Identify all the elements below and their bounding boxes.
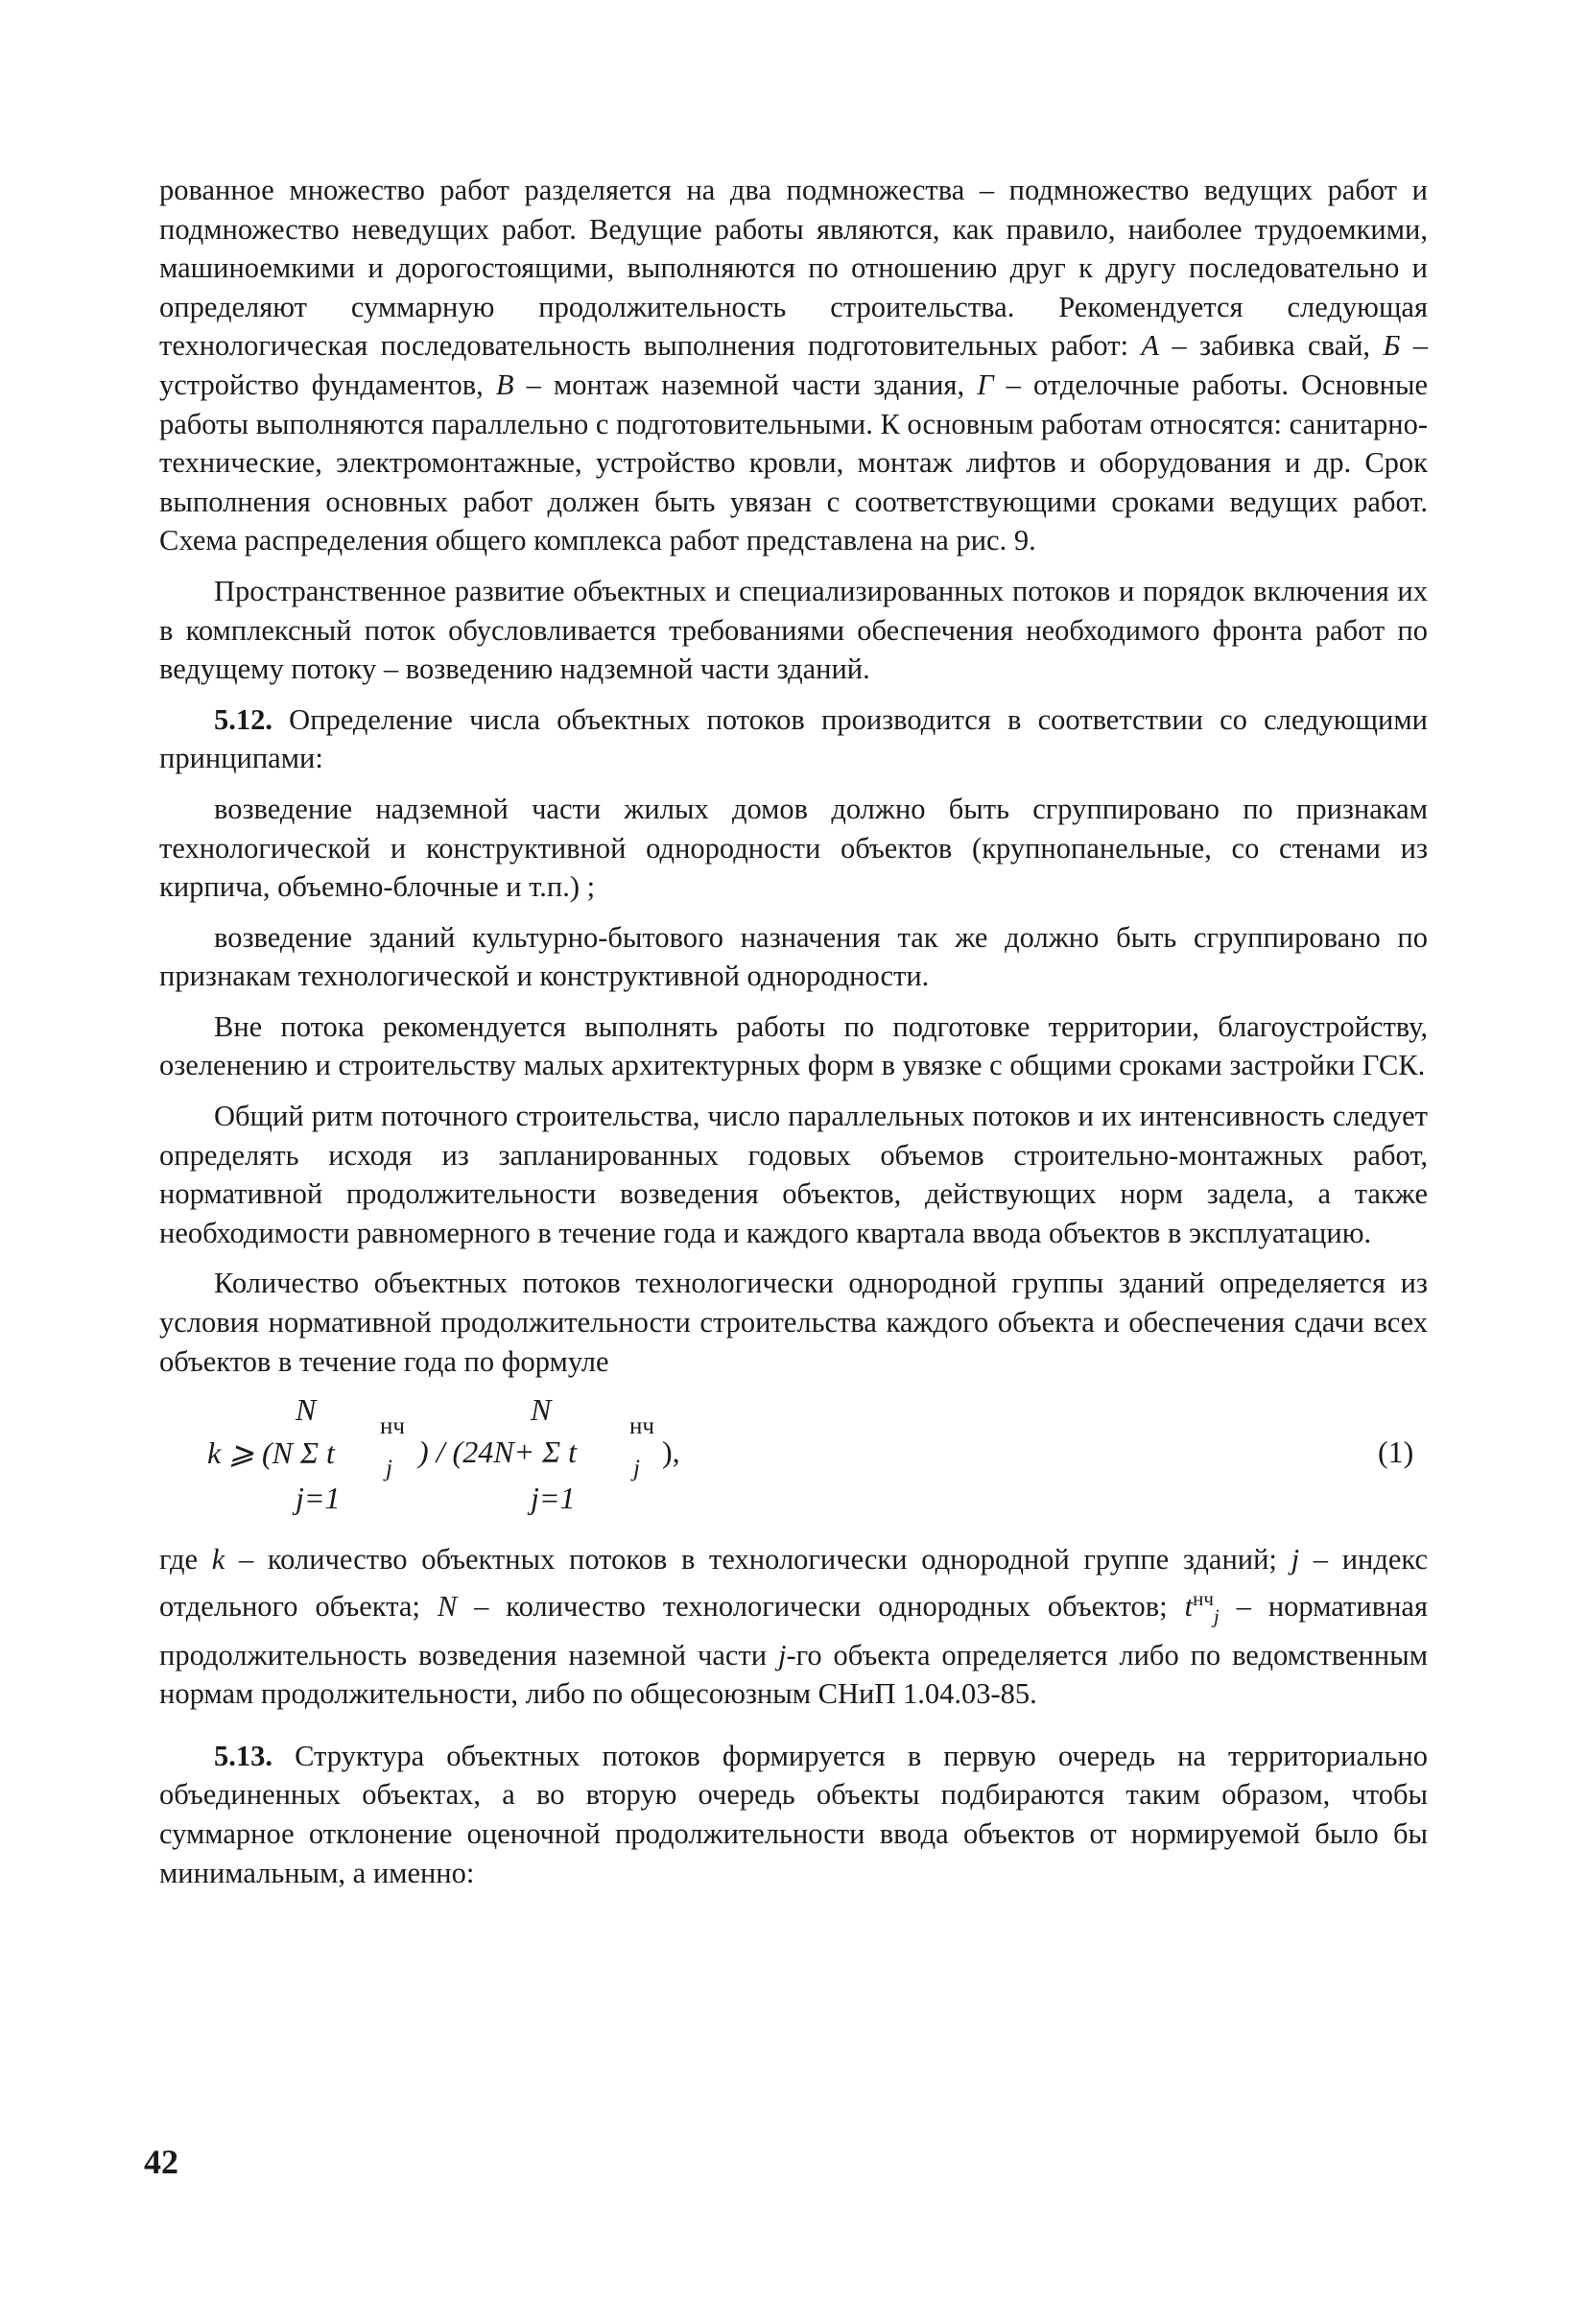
- var-n: N: [437, 1589, 458, 1623]
- paragraph-quantity: Количество объектных потоков технологически однородной группы зданий определяется из условия нормативной продолжительности строительства каждого объекта и обеспечения сдачи всех объектов в течение года по формуле: [159, 1267, 1428, 1378]
- formula-superscript: нч: [380, 1413, 405, 1440]
- formula-superscript: нч: [629, 1413, 654, 1440]
- var-t: t: [1184, 1589, 1194, 1623]
- where-text: – нормативная продолжительность возведения наземной части: [159, 1589, 1428, 1672]
- paragraph-outside-flow: Вне потока рекомендуется выполнять работы по подготовке территории, благоустройству, озеленению и строительству малых архитектурных форм в увязке с общими сроками застройки ГСК.: [159, 1009, 1428, 1082]
- formula-1: [159, 1392, 1428, 1536]
- formula-lower-limit: j=1: [531, 1481, 576, 1516]
- where-text: – количество объектных потоков в технологически однородной группе зданий;: [225, 1543, 1291, 1577]
- formula-lower-limit: j=1: [296, 1481, 341, 1516]
- paragraph-text: – монтаж наземной части здания,: [513, 368, 978, 401]
- paragraph-text: – забивка свай,: [1159, 329, 1384, 363]
- paragraph-text: Структура объектных потоков формируется в первую очередь на территориально объединенных объектах, а во вторую очередь объекты подбираются таким образом, чтобы суммарное отклонение оценочной продолжительности ввода объектов от нормируемой было бы минимальным, а именно:: [159, 1739, 1428, 1889]
- section-number: 5.12.: [214, 702, 272, 736]
- paragraph-rhythm: Общий ритм поточного строительства, число параллельных потоков и их интенсивность следует определять исходя из запланированных годовых объемов строительно-монтажных работ, нормативной продолжительности возведения объектов, действующих норм задела, а также необходимости равномерного в течение года и каждого квартала ввода объектов в эксплуатацию.: [159, 1100, 1428, 1249]
- var-j: j: [1291, 1543, 1300, 1577]
- page-number: 42: [144, 2143, 178, 2181]
- paragraph-5-13: [159, 1737, 1428, 1892]
- letter-a: А: [1141, 329, 1160, 363]
- page-body: [159, 171, 1428, 1892]
- letter-b: Б: [1383, 329, 1401, 363]
- where-text: – индекс отдельного объекта;: [159, 1543, 1428, 1623]
- var-k: k: [211, 1543, 225, 1577]
- formula-upper-limit: N: [296, 1392, 317, 1428]
- paragraph-text: – отделочные работы. Основные работы выполняются параллельно с подготовительными. К основным работам относятся: санитарно-технические, электромонтажные, устройство кровли, монтаж лифтов и оборудования и др. Срок выполнения основных работ должен быть увязан с соответствующими сроками ведущих работ. Схема распределения общего комплекса работ представлена на рис. 9.: [159, 368, 1428, 557]
- paragraph-text: рованное множество работ разделяется на два подмножества – подмножество ведущих работ и подмножество неведущих работ. Ведущие работы являются, как правило, наиболее трудоемкими, машиноемкими и дорогостоящими, выполняются по отношению друг к другу последовательно и определяют суммарную продолжительность строительства. Рекомендуется следующая технологическая последовательность выполнения подготовительных работ:: [159, 174, 1428, 363]
- letter-v: В: [495, 368, 514, 401]
- letter-g: Г: [977, 368, 994, 401]
- where-text: где: [159, 1543, 212, 1577]
- section-number: 5.13.: [214, 1739, 272, 1772]
- var-t-subscript: j: [1213, 1604, 1220, 1628]
- paragraph-cultural: возведение зданий культурно-бытового назначения так же должно быть сгруппировано по признакам технологической и конструктивной однородности.: [159, 920, 1428, 993]
- where-text: -го объекта определяется либо по ведомственным нормам продолжительности, либо по общесоюзным СНиП 1.04.03-85.: [159, 1638, 1428, 1711]
- formula-main: k ⩾ (N Σ t: [207, 1435, 335, 1471]
- where-text: – количество технологически однородных объектов;: [457, 1589, 1185, 1623]
- formula-upper-limit: N: [531, 1392, 552, 1428]
- formula-subscript: j: [386, 1456, 392, 1482]
- paragraph-text: – устройство фундаментов,: [159, 329, 1428, 401]
- var-t-superscript: нч: [1193, 1586, 1214, 1610]
- paragraph-spatial: Пространственное развитие объектных и специализированных потоков и порядок включения их в комплексный поток обусловливается требованиями обеспечения необходимого фронта работ по ведущему потоку – возведению надземной части зданий.: [159, 574, 1428, 686]
- paragraph-residential: возведение надземной части жилых домов должно быть сгруппировано по признакам технологической и конструктивной однородности объектов (крупнопанельные, со стенами из кирпича, объемно-блочные и т.п.) ;: [159, 792, 1428, 904]
- formula-subscript: j: [633, 1456, 640, 1482]
- paragraph-5-12: [159, 700, 1428, 778]
- formula-number: (1): [1378, 1435, 1414, 1470]
- paragraph-where: [159, 1540, 1428, 1714]
- paragraph-continuation: [159, 171, 1428, 560]
- var-j: j: [777, 1638, 787, 1672]
- paragraph-text: Определение числа объектных потоков производится в соответствии со следующими принципами:: [159, 702, 1428, 775]
- formula-main: ) / (24N+ Σ t: [418, 1435, 578, 1470]
- formula-main: ),: [662, 1435, 680, 1470]
